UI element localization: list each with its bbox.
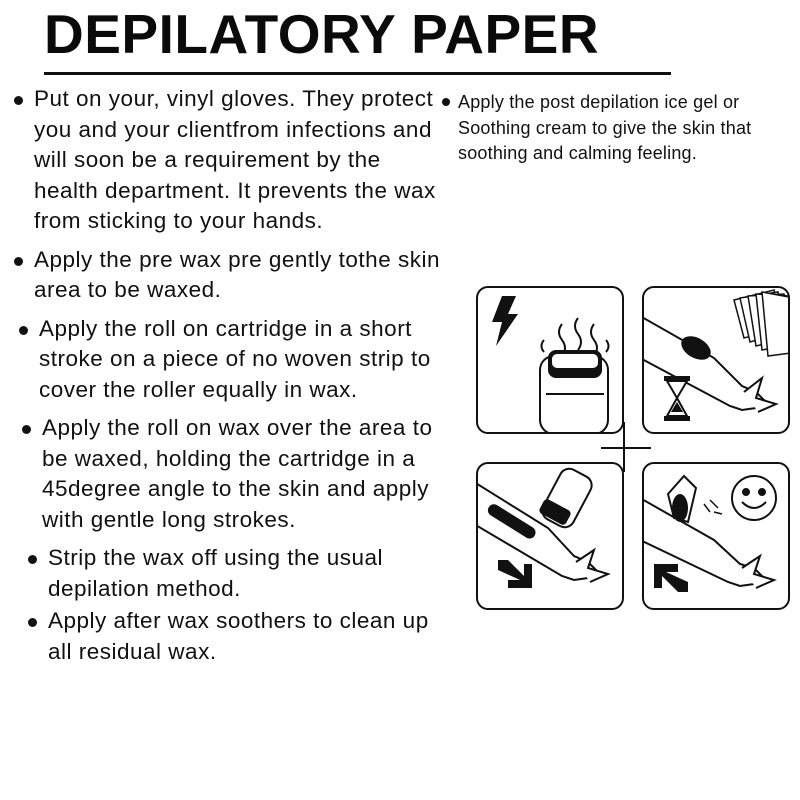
title-underline	[44, 72, 671, 75]
bullet-icon	[28, 555, 37, 564]
panel-divider-vertical	[623, 422, 625, 472]
instruction-text: Apply the roll on wax over the area to be waxed, holding the cartridge in a 45degree angle to the skin and apply with gentle long strokes.	[42, 415, 433, 532]
instruction-text: Apply the post depilation ice gel or Soothing cream to give the skin that soothing and calming feeling.	[458, 92, 752, 163]
illustration-panel-strip-off	[642, 462, 790, 610]
bullet-icon	[14, 257, 23, 266]
instruction-item	[16, 413, 448, 535]
instruction-item	[22, 543, 448, 604]
page-title: DEPILATORY PAPER	[44, 3, 600, 65]
left-instructions	[8, 84, 448, 675]
heating-illustration	[478, 288, 622, 432]
bullet-icon	[22, 425, 31, 434]
smiley-icon	[732, 476, 776, 520]
illustration-panel-heating	[476, 286, 624, 434]
bullet-icon	[14, 96, 23, 105]
panel-divider-horizontal	[601, 447, 651, 449]
instruction-item	[8, 84, 448, 237]
instruction-item	[438, 90, 788, 167]
bullet-icon	[442, 98, 450, 106]
instruction-item	[13, 314, 448, 406]
hourglass-icon	[664, 376, 690, 421]
instruction-item	[8, 245, 448, 306]
right-instructions	[438, 90, 788, 175]
pull-lines-icon	[704, 500, 722, 514]
lightning-icon	[492, 296, 518, 346]
instruction-item	[22, 606, 448, 667]
bullet-icon	[28, 618, 37, 627]
wax-heater-icon	[540, 350, 608, 432]
bullet-icon	[19, 326, 28, 335]
illustration-panel-strips	[642, 286, 790, 434]
strip-off-illustration	[644, 464, 788, 608]
strip-pull-icon	[668, 476, 696, 522]
illustration-panels	[476, 286, 788, 608]
instruction-text: Apply the roll on cartridge in a short stroke on a piece of no woven strip to cover the roller equally in wax.	[39, 315, 431, 402]
instruction-text: Strip the wax off using the usual depilation method.	[48, 545, 384, 601]
instruction-text: Put on your, vinyl gloves. They protect you and your clientfrom infections and will soon be a requirement by the health department. It prevents the wax from sticking to your hands.	[34, 86, 436, 233]
instruction-text: Apply after wax soothers to clean up all residual wax.	[48, 608, 429, 664]
strips-icon	[734, 290, 788, 356]
instruction-text: Apply the pre wax pre gently tothe skin area to be waxed.	[34, 246, 440, 302]
arrow-down-right-icon	[498, 560, 532, 588]
arrow-up-left-icon	[654, 564, 688, 592]
roll-on-cartridge-icon	[538, 465, 595, 530]
roll-on-illustration	[478, 464, 622, 608]
illustration-panel-roll-on	[476, 462, 624, 610]
strips-illustration	[644, 288, 788, 432]
arm-icon	[478, 482, 608, 582]
